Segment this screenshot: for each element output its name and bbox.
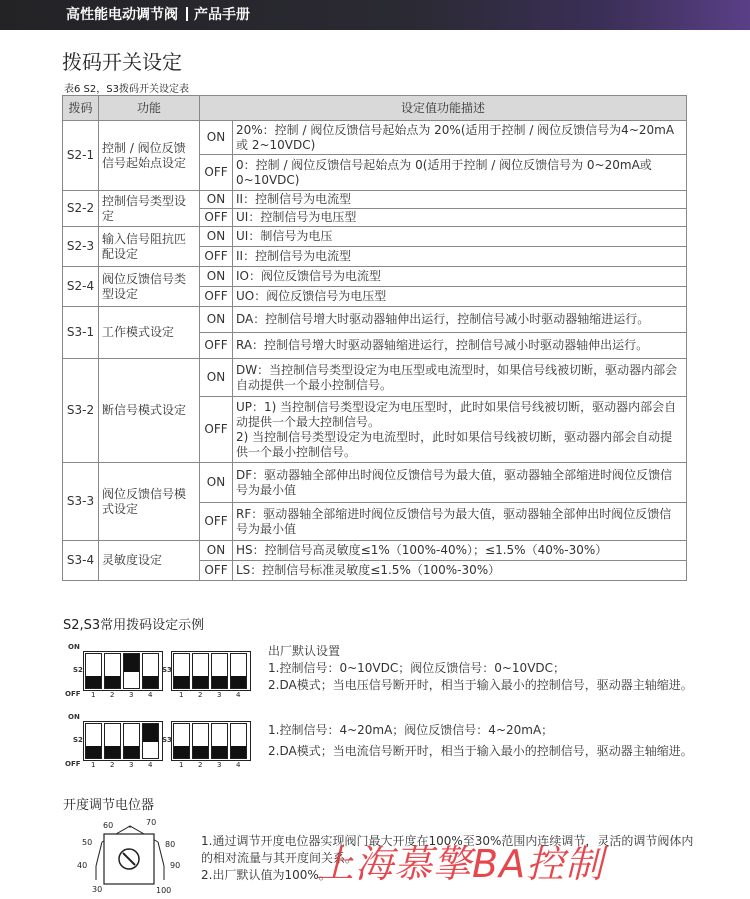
dip-switch — [211, 723, 228, 759]
state-description: IO：阀位反馈信号为电流型 — [233, 267, 687, 287]
dip-s3-label: S3 — [162, 666, 172, 674]
switch-state-off: OFF — [200, 287, 233, 307]
dip-switch — [211, 653, 228, 689]
dip-switch-lever — [174, 746, 189, 758]
switch-code: S2-4 — [63, 267, 99, 307]
dip-switch-number: 3 — [129, 691, 134, 699]
dial-num-70: 70 — [146, 818, 157, 827]
dip-switch-lever — [193, 676, 208, 688]
header-function: 功能 — [99, 96, 200, 121]
dip-switch-number: 3 — [217, 691, 222, 699]
dip-switch-lever — [86, 676, 101, 688]
state-description: DA：控制信号增大时驱动器轴伸出运行，控制信号减小时驱动器轴缩进运行。 — [233, 307, 687, 333]
state-description: UP：1) 当控制信号类型设定为电压型时，此时如果信号线被切断，驱动器内部会自动提供一个最大控制信号。 2) 当控制信号类型设定为电流型时，此时如果信号线被切断，驱动器内部会自动提供一个最小控制信号。 — [233, 397, 687, 463]
dip-switch-number: 4 — [148, 761, 153, 769]
dip-switch — [192, 723, 209, 759]
table-caption: 表6 S2，S3拨码开关设定表 — [64, 84, 189, 95]
dip-switch — [230, 723, 247, 759]
state-description: UO：阀位反馈信号为电压型 — [233, 287, 687, 307]
switch-state-off: OFF — [200, 333, 233, 359]
switch-function: 控制 / 阀位反馈信号起始点设定 — [99, 121, 200, 191]
dial-num-60: 60 — [103, 821, 114, 830]
state-description: DF：驱动器轴全部伸出时阀位反馈信号为最大值，驱动器轴全部缩进时阀位反馈信号为最小值 — [233, 463, 687, 503]
example-title: S2,S3常用拨码设定示例 — [63, 618, 205, 633]
dip-s3-label: S3 — [162, 736, 172, 744]
switch-state-off: OFF — [200, 247, 233, 267]
switch-state-off: OFF — [200, 209, 233, 227]
dip-switch — [123, 653, 140, 689]
dip-switch-lever — [105, 746, 120, 758]
switch-code: S2-2 — [63, 191, 99, 227]
dip-switch-number: 4 — [236, 691, 241, 699]
switch-state-off: OFF — [200, 503, 233, 541]
state-description: 0：控制 / 阀位反馈信号起始点为 0(适用于控制 / 阀位反馈信号为 0~20mA或0~10VDC) — [233, 155, 687, 191]
state-description: RA：控制信号增大时驱动器轴缩进运行，控制信号减小时驱动器轴伸出运行。 — [233, 333, 687, 359]
dip-switch-lever — [231, 676, 246, 688]
switch-state-on: ON — [200, 267, 233, 287]
dip-switch — [173, 723, 190, 759]
table-row — [63, 227, 687, 247]
pot-note-1: 2.出厂默认值为100%。 — [201, 868, 331, 882]
example2-note-1: 2.DA模式；当电流信号断开时，相当于输入最小的控制信号，驱动器主轴缩进。 — [268, 744, 693, 758]
table-body — [63, 121, 687, 581]
dip-switch-number: 3 — [129, 761, 134, 769]
dip-on-label: ON — [68, 713, 80, 721]
switch-code: S2-3 — [63, 227, 99, 267]
switch-state-off: OFF — [200, 155, 233, 191]
state-description: UI：制信号为电压 — [233, 227, 687, 247]
table-header-row — [63, 96, 687, 121]
dip-switch — [173, 653, 190, 689]
switch-function: 阀位反馈信号模式设定 — [99, 463, 200, 541]
pot-note-0: 1.通过调节开度电位器实现阀门最大开度在100%至30%范围内连续调节，灵活的调节阀体内的相对流量与其开度间关系。 — [201, 834, 694, 865]
dip-on-label: ON — [68, 643, 80, 651]
dip-off-label: OFF — [65, 760, 81, 768]
switch-function: 阀位反馈信号类型设定 — [99, 267, 200, 307]
dip-switch — [104, 653, 121, 689]
dip-switch-lever — [174, 676, 189, 688]
switch-function: 灵敏度设定 — [99, 541, 200, 581]
page-header — [0, 0, 750, 30]
table-row — [63, 121, 687, 155]
dip-switch — [192, 653, 209, 689]
switch-state-off: OFF — [200, 397, 233, 463]
dial-num-50: 50 — [82, 838, 93, 847]
switch-code: S2-1 — [63, 121, 99, 191]
state-description: II：控制信号为电流型 — [233, 247, 687, 267]
switch-function: 断信号模式设定 — [99, 359, 200, 463]
switch-state-on: ON — [200, 191, 233, 209]
dip-switch-number: 2 — [110, 761, 115, 769]
dip-switch — [142, 653, 159, 689]
switch-state-on: ON — [200, 227, 233, 247]
switch-state-on: ON — [200, 541, 233, 561]
dip-switch-lever — [124, 654, 139, 672]
state-description: LS：控制信号标准灵敏度≤1.5%（100%-30%） — [233, 561, 687, 581]
state-description: RF：驱动器轴全部缩进时阀位反馈信号为最大值，驱动器轴全部伸出时阀位反馈信号为最小值 — [233, 503, 687, 541]
dip-switch-number: 1 — [91, 691, 96, 699]
switch-function: 控制信号类型设定 — [99, 191, 200, 227]
table-row — [63, 541, 687, 561]
switch-state-on: ON — [200, 307, 233, 333]
example1-note-1: 1.控制信号：0~10VDC；阀位反馈信号：0~10VDC； — [268, 661, 566, 675]
dip-switch-number: 4 — [236, 761, 241, 769]
table-row — [63, 267, 687, 287]
example1-note-2: 2.DA模式；当电压信号断开时，相当于输入最小的控制信号，驱动器主轴缩进。 — [268, 678, 693, 692]
dial-num-40: 40 — [77, 861, 88, 870]
dip-switch — [85, 723, 102, 759]
state-description: UI：控制信号为电压型 — [233, 209, 687, 227]
dip-switch — [230, 653, 247, 689]
dip-switch-number: 1 — [179, 691, 184, 699]
header-code: 拨码 — [63, 96, 99, 121]
dip-switch — [142, 723, 159, 759]
dip-switch-number: 4 — [148, 691, 153, 699]
dip-switch-lever — [143, 676, 158, 688]
switch-code: S3-2 — [63, 359, 99, 463]
table-row — [63, 191, 687, 209]
dip-switch-lever — [105, 676, 120, 688]
dip-switch-number: 1 — [91, 761, 96, 769]
dip-switch-number: 3 — [217, 761, 222, 769]
watermark: 上海慕擎BA控制 — [316, 842, 605, 886]
section-title: 拨码开关设定 — [62, 50, 182, 74]
header-section: 产品手册 — [194, 7, 250, 23]
state-description: II：控制信号为电流型 — [233, 191, 687, 209]
dial-num-30: 30 — [92, 885, 103, 894]
state-description: HS：控制信号高灵敏度≤1%（100%-40%）；≤1.5%（40%-30%） — [233, 541, 687, 561]
switch-code: S3-3 — [63, 463, 99, 541]
dip-switch — [85, 653, 102, 689]
state-description: DW：当控制信号类型设定为电压型或电流型时，如果信号线被切断，驱动器内部会自动提供一个最小控制信号。 — [233, 359, 687, 397]
switch-state-on: ON — [200, 463, 233, 503]
header-title: 高性能电动调节阀 — [66, 7, 178, 23]
switch-state-on: ON — [200, 359, 233, 397]
switch-state-off: OFF — [200, 561, 233, 581]
switch-code: S3-4 — [63, 541, 99, 581]
example2-note-0: 1.控制信号：4~20mA；阀位反馈信号：4~20mA； — [268, 723, 554, 737]
header-description: 设定值功能描述 — [200, 96, 687, 121]
dip-switch-number: 2 — [198, 691, 203, 699]
dip-switch-lever — [193, 746, 208, 758]
switch-code: S3-1 — [63, 307, 99, 359]
state-description: 20%：控制 / 阀位反馈信号起始点为 20%(适用于控制 / 阀位反馈信号为4~20mA或 2~10VDC) — [233, 121, 687, 155]
dip-switch-lever — [212, 676, 227, 688]
dip-switch-number: 2 — [198, 761, 203, 769]
dip-switch-lever — [231, 746, 246, 758]
dip-switch — [104, 723, 121, 759]
table-row — [63, 307, 687, 333]
dip-switch-table — [62, 95, 687, 581]
table-row — [63, 463, 687, 503]
example2-notes — [268, 720, 693, 762]
dip-switch-lever — [86, 746, 101, 758]
dial-num-80: 80 — [165, 840, 176, 849]
dip-switch — [123, 723, 140, 759]
dip-off-label: OFF — [65, 690, 81, 698]
table-row — [63, 359, 687, 397]
dip-switch-number: 2 — [110, 691, 115, 699]
example1-notes — [268, 643, 693, 694]
switch-function: 输入信号阻抗匹配设定 — [99, 227, 200, 267]
dip-s2-label: S2 — [73, 736, 83, 744]
dial-num-100: 100 — [156, 886, 172, 895]
potentiometer-title: 开度调节电位器 — [63, 798, 155, 813]
switch-state-on: ON — [200, 121, 233, 155]
example1-note-0: 出厂默认设置 — [268, 644, 341, 658]
dip-switch-lever — [212, 746, 227, 758]
dip-switch-number: 1 — [179, 761, 184, 769]
switch-function: 工作模式设定 — [99, 307, 200, 359]
dip-s2-label: S2 — [73, 666, 83, 674]
header-separator — [186, 7, 188, 21]
dip-switch-lever — [124, 746, 139, 758]
dial-num-90: 90 — [170, 861, 181, 870]
dip-switch-lever — [143, 724, 158, 742]
